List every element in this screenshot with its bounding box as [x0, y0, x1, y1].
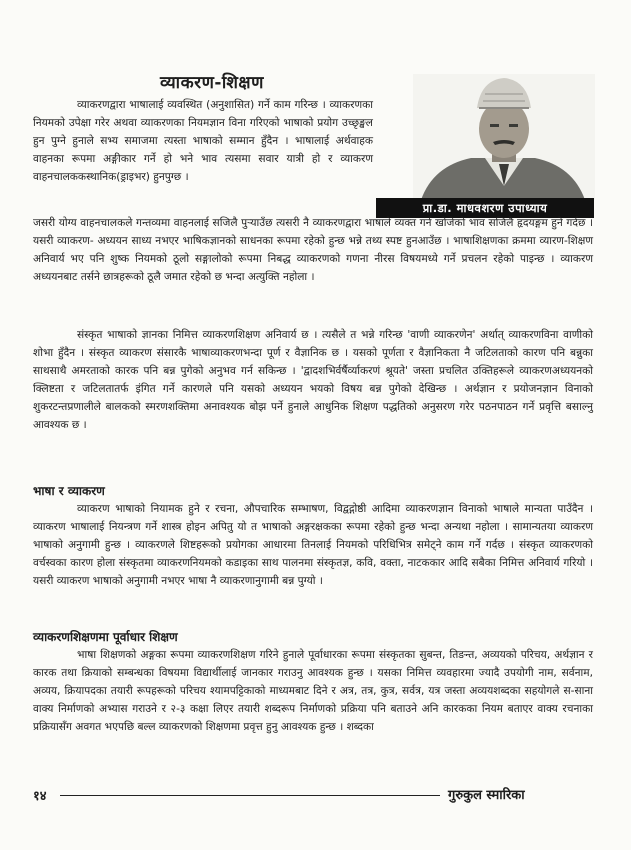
section-heading-prerequisite-teaching: व्याकरणशिक्षणमा पूर्वाधार शिक्षण	[33, 630, 178, 644]
section-heading-language-grammar: भाषा र व्याकरण	[33, 484, 105, 498]
article-title: व्याकरण-शिक्षण	[160, 73, 264, 93]
author-portrait-image	[413, 74, 595, 200]
body-paragraph: संस्कृत भाषाको ज्ञानका निमित्त व्याकरणशिक्षण अनिवार्य छ । त्यसैले त भन्ने गरिन्छ 'वाणी व्याकरणेन' अर्थात् व्याकरणविना वाणीको शोभा हुँदैन । संस्कृत व्याकरण संसारकै भाषाव्याकरणभन्दा पूर्ण र वैज्ञानिक छ । यसको पूर्णता र वैज्ञानिकता नै जटिलताको कारण पनि बन्नुका साथसाथै अमरताको कारक पनि बन्न पुगेको अनुभव गर्न सकिन्छ । 'द्वादशभिर्वर्षैर्व्याकरणं श्रूयते' जस्ता प्रचलित उक्तिहरूले व्याकरणअध्ययनको क्लिष्टता र जटिलतातर्फ इंगित गर्ने कारणले पनि यसको अध्ययन भयको विषय बन्न पुगेको देखिन्छ । अर्थज्ञान र प्रयोजनज्ञान विनाको शुकरटन्तप्रणालीले बालकको स्मरणशक्तिमा अनावश्यक बोझ पर्ने हुनाले आधुनिक शिक्षण पद्धतिको अनुसरण गरेर पठनपाठन गर्ने प्रवृत्ति बसाल्नु आवश्यक छ ।	[33, 329, 593, 431]
page-number: १४	[33, 789, 47, 804]
footer-divider	[60, 795, 440, 796]
body-paragraph: जसरी योग्य वाहनचालकले गन्तव्यमा वाहनलाई सजिलै पुऱ्याउँछ त्यसरी नै व्याकरणद्वारा भाषाले व्यक्त गर्न खोजेको भाव सजिलै हृदयङ्गम हुने गर्दछ । यसरी व्याकरण- अध्ययन साध्य नभएर भाषिकज्ञानको साधनका रूपमा रहेको हुन्छ भन्ने तथ्य स्पष्ट हुनआउँछ । भाषाशिक्षणका क्रममा व्यारण-शिक्षण अनिवार्य भए पनि शुष्क नियमको ठूलो सङ्गालोको रूपमा निबद्ध व्याकरणको गणना नीरस विषयमध्ये गर्ने प्रचलन रहेको पाइन्छ । व्याकरण अध्ययनबाट तर्सने छात्रहरूको ठूलै जमात रहेको छ भन्दा अत्युक्ति नहोला ।	[33, 217, 593, 283]
magazine-name: गुरुकुल स्मारिका	[448, 788, 525, 803]
section-paragraph: भाषा शिक्षणको अङ्गका रूपमा व्याकरणशिक्षण गरिने हुनाले पूर्वाधारका रूपमा संस्कृतका सुबन्त, तिङन्त, अव्ययको परिचय, अर्थज्ञान र कारक तथा क्रियाको सम्बन्धका विषयमा विद्यार्थीलाई जानकार गराउनु आवश्यक हुन्छ । यसका निमित्त व्यवहारमा ज्यादै उपयोगी नाम, सर्वनाम, अव्यय, क्रियापदका तयारी रूपहरूको परिचय श्यामपट्टिकाको माध्यमबाट दिने र अत्र, तत्र, कुत्र, सर्वत्र, यत्र जस्ता अव्ययशब्दका सहयोगले स-साना वाक्य निर्माणको अभ्यास गराउने र २-३ कक्षा लिएर तयारी शब्दरूप निर्माणको प्रक्रिया पनि बताउने अनि कारकका नियम बताएर वाक्य रचनाका प्रक्रियासँग अवगत भएपछि बल्ल व्याकरणको शिक्षणमा प्रवृत्त हुनु आवश्यक हुन्छ । शब्दका	[33, 649, 593, 733]
intro-paragraph: व्याकरणद्वारा भाषालाई व्यवस्थित (अनुशासित) गर्ने काम गरिन्छ । व्याकरणका नियमको उपेक्षा गरेर अथवा व्याकरणका नियमज्ञान विना गरिएको भाषाको प्रयोग उच्छृङ्खल हुन पुग्ने हुनाले सभ्य समाजमा त्यस्ता भाषाको सम्मान हुँदैन । भाषालाई अर्थवाहक वाहनका रूपमा अङ्गीकार गर्ने हो भने भाव त्यसमा सवार यात्री हो र व्याकरण वाहनचालककस्थानिक(ड्राइभर) हुनपुग्छ ।	[33, 99, 373, 183]
author-photo	[413, 74, 595, 200]
author-name: प्रा.डा. माधवशरण उपाध्याय	[376, 198, 594, 218]
section-paragraph: व्याकरण भाषाको नियामक हुने र रचना, औपचारिक सम्भाषण, विद्वद्गोष्ठी आदिमा व्याकरणज्ञान विनाको भाषाले मान्यता पाउँदैन । व्याकरण भाषालाई नियन्त्रण गर्ने शास्त्र होइन अपितु यो त भाषाको अङ्गरक्षकका रूपमा रहेको हुन्छ भन्दा अन्यथा नहोला । सामान्यतया व्याकरण भाषाको अनुगामी हुन्छ । व्याकरणले शिष्टहरूको प्रयोगका आधारमा तिनलाई नियमको परिधिभित्र समेट्ने काम गर्ने गर्दछ । संस्कृत व्याकरणको वर्चस्वका कारण होला संस्कृतमा व्याकरणनियमको कडाइका साथ पालनमा संस्कृतज्ञ, कवि, वक्ता, नाटककार आदि सबैका निमित्त अनिवार्य गरियो । यसरी व्याकरण भाषाको अनुगामी नभएर भाषा नै व्याकरणानुगामी बन्न पुग्यो ।	[33, 503, 593, 587]
